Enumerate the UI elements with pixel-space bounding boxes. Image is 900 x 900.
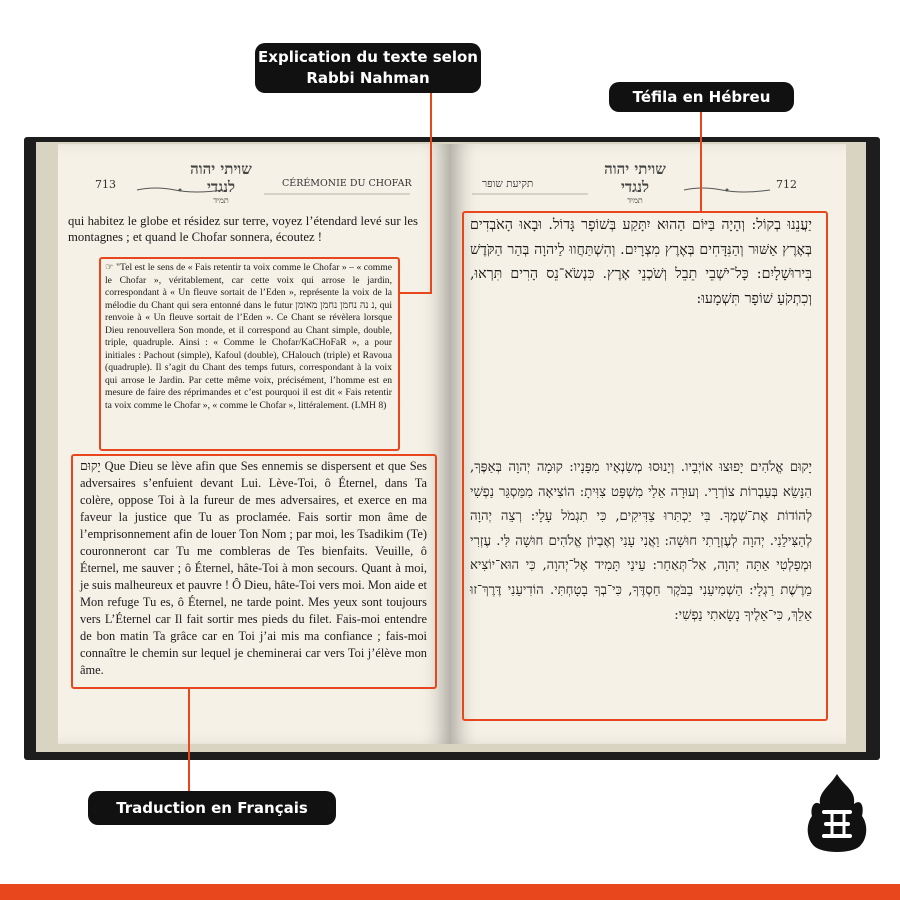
- hebrew-highlight-box: [462, 211, 828, 721]
- brand-logo-icon: [804, 772, 870, 856]
- right-flourish-decoration: [682, 186, 772, 194]
- rabbi-nahman-explanation: ☞ "Tel est le sens de « Fais retentir ta voix comme le Chofar » – « comme le Chofar », véritablement, car cette voix qui arrose le jardin, correspondant à « Un fleuve sortait de l’Eden », représente la voix de la mélodie du Chant qui sera entonné dans le futur נ נה נחמן נחמן מאומן, qui renvoie à « Un fleuve sortait de l’Eden ». Ce Chant se révèlera lorsque Dieu renouvellera Son monde, et il correspond au Chant simple, double, triple, quadruple. Ainsi : « Comme le Chofar/KaCHoFaR », a pour initiales : Pachout (simple), Kafoul (double), CHalouch (triple) et Ravoua (quadruple). Il s’agit du Chant des temps futurs, correspondant à la voix qui arrose le Jardin. Par cette même voix, précisément, l’homme est en mesure de faire des réprimandes et c’est pourquoi il est dit « Fais retentir ta voix comme le Chofar », « comme le Chofar », littéralement. (LMH 8): [105, 262, 393, 411]
- right-header-title: תקיעת שופר: [482, 178, 534, 190]
- left-ornament-text: שויתי יהוה לנגדי: [190, 160, 252, 196]
- right-ornament-text: שויתי יהוה לנגדי: [604, 160, 666, 196]
- right-header-ornament: [590, 160, 680, 205]
- left-flourish-right: [262, 190, 412, 198]
- french-translation: יָקוּם Que Dieu se lève afin que Ses ennemis se dispersent et que Ses adversaires s’enfuient devant Lui. Lève-Toi, ô Éternel, dans Ta colère, oppose Toi à la fureur de mes adversaires, et exerce en ma faveur la justice que Tu as proclamée. Fais sortir mon âme de l’emprisonnement afin de louer Ton Nom ; par moi, les Tsadikim (Te) couronneront car Tu me combleras de Tes bienfaits. Veuille, ô Éternel, me sauver ; ô Éternel, hâte-Toi à mon secours. Quant à moi, je suis malheureux et pauvre ! Ô Dieu, hâte-Toi vers moi. Mon aide et Mon refuge Tu es, ô Éternel, ne tarde point. Mes yeux sont toujours vers L’Éternel car Il fait sortir mes pieds du filet. Fais-moi entendre de bon matin Ta grâce car en Toi j’ai mis ma confiance ; fais-moi connaître le chemin sur lequel je cheminerai car vers Toi j’élève mon âme.: [80, 459, 427, 677]
- translation-connector: [188, 689, 190, 793]
- tefila-label: Téfila en Hébreu: [609, 82, 794, 112]
- intro-text: qui habitez le globe et résidez sur terre, voyez l’étendard levé sur les montagnes ; et quand le Chofar sonnera, écoutez !: [68, 214, 418, 244]
- left-page-number: 713: [95, 178, 116, 191]
- left-ornament-sub: תמיד: [213, 196, 229, 205]
- explanation-label: Explication du texte selon Rabbi Nahman: [255, 43, 481, 93]
- explanation-connector-vertical: [430, 68, 432, 294]
- right-flourish-left: [470, 190, 590, 198]
- translation-label: Traduction en Français: [88, 791, 336, 825]
- right-ornament-sub: תמיד: [627, 196, 643, 205]
- explanation-highlight-box: [99, 257, 400, 451]
- left-header-ornament: [176, 160, 266, 205]
- hebrew-prayer-part-2: יָקוּם אֱלֹהִים יָפוּצוּ אוֹיְבָיו. וְיָנוּסוּ מְשַׂנְאָיו מִפָּנָיו: קוּמָה יְהוָה בְּאַפֶּךָ, הִנָּשֵׂא בְּעַבְרוֹת צוֹרְרָי. וְעוּרָה אֵלַי מִשְׁפָּט צִוִּיתָ: הוֹצִיאָה מִמַּסְגֵּר נַפְשִׁי לְהוֹדוֹת אֶת־שְׁמֶךָ. בִּי יַכְתִּרוּ צַדִּיקִים, כִּי תִגְמֹל עָלָי: רְצֵה יְהוָה לְהַצִּילֵנִי. יְהוָה לְעֶזְרָתִי חוּשָׁה: וַאֲנִי עָנִי וְאֶבְיוֹן אֱלֹהִים חוּשָׁה לִּי. עֶזְרִי וּמְפַלְטִי אַתָּה יְהוָה, אַל־תְּאַחַר: עֵינַי תָּמִיד אֶל־יְהוָה, כִּי הוּא־יוֹצִיא מֵרֶשֶׁת רַגְלָי: הַשְׁמִיעֵנִי בַבֹּקֶר חַסְדֶּךָ, כִּי־בְךָ בָטָחְתִּי. הוֹדִיעֵנִי דֶּרֶךְ־זוּ אֵלֵךְ, כִּי־אֵלֶיךָ נָשָׂאתִי נַפְשִׁי:: [470, 460, 812, 623]
- explanation-connector-horizontal: [399, 292, 432, 294]
- left-header-title: CÉRÉMONIE DU CHOFAR: [282, 178, 412, 189]
- bottom-accent-bar: [0, 884, 900, 900]
- tefila-connector: [700, 108, 702, 212]
- hebrew-prayer-part-1: יַעֲנֵנוּ בְקוֹל: וְהָיָה בַּיּוֹם הַהוּא יִתָּקַע בְּשׁוֹפָר גָּדוֹל. וּבָאוּ הָאֹבְדִים בְּאֶרֶץ אַשּׁוּר וְהַנִּדָּחִים בְּאֶרֶץ מִצְרָיִם. וְהִשְׁתַּחֲווּ לַיהוָה בְּהַר הַקֹּדֶשׁ בִּירוּשָׁלָיִם: כָּל־יֹשְׁבֵי תֵבֵל וְשֹׁכְנֵי אָרֶץ. כִּנְשֹׂא־נֵס הָרִים תִּרְאוּ, וְכִתְקֹעַ שׁוֹפָר תִּשְׁמָעוּ:: [470, 217, 812, 307]
- right-page-number: 712: [776, 178, 797, 191]
- translation-highlight-box: [71, 454, 437, 689]
